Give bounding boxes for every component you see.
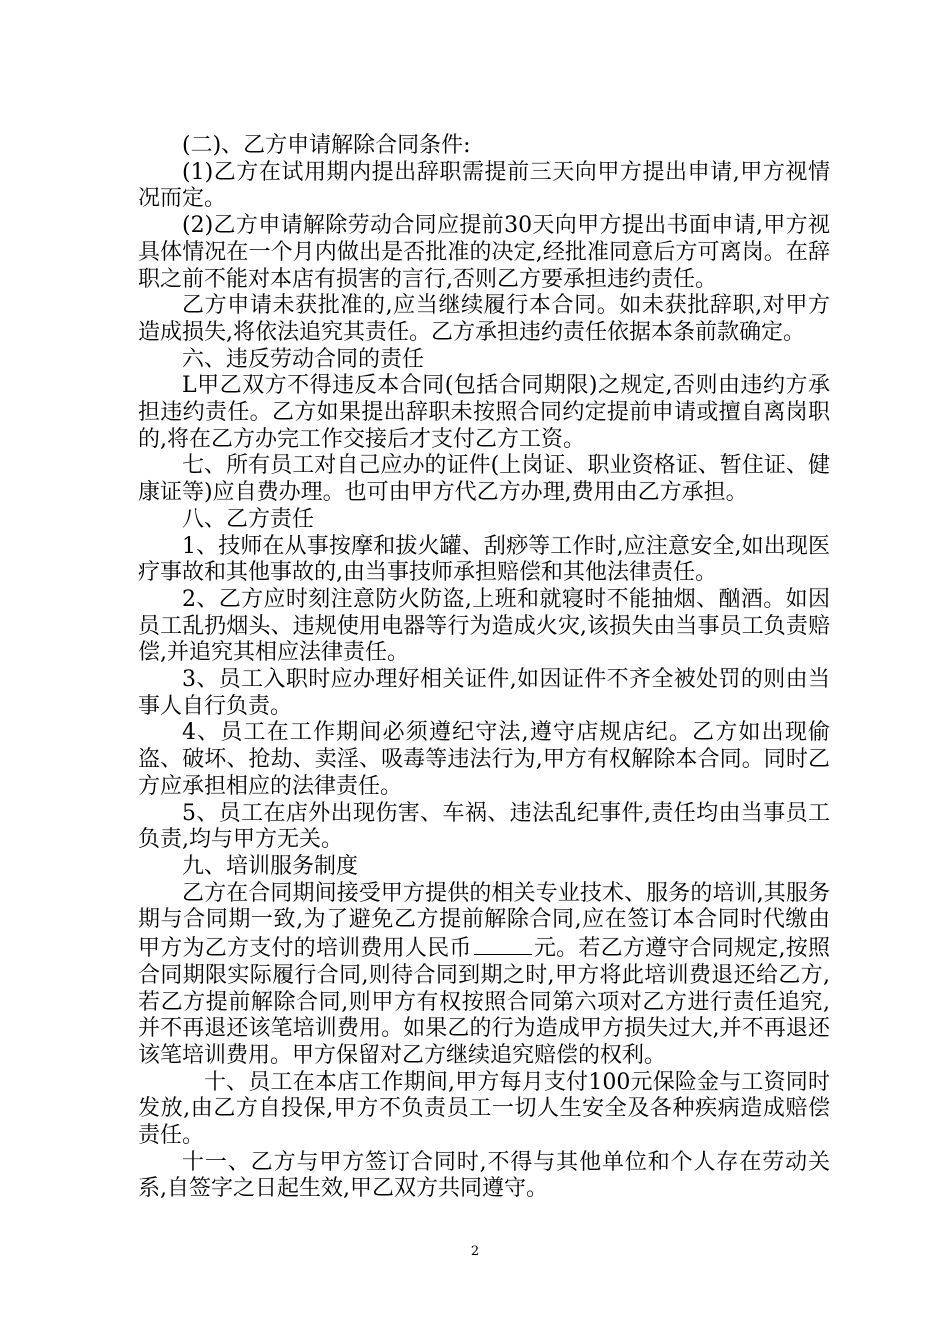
paragraph-breach-rules: L甲乙双方不得违反本合同(包括合同期限)之规定,否则由违约方承担违约责任。乙方如果提出辞职未按照合同约定提前申请或擅自离岗职的,将在乙方办完工作交接后才支付乙方工资。 xyxy=(138,373,830,452)
paragraph-duty-3: 3、员工入职时应办理好相关证件,如因证件不齐全被处罚的则由当事人自行负责。 xyxy=(138,667,830,719)
paragraph-duty-1: 1、技师在从事按摩和拔火罐、刮痧等工作时,应注意安全,如出现医疗事故和其他事故的,由当事技师承担赔偿和其他法律责任。 xyxy=(138,533,830,586)
page-number: 2 xyxy=(470,1244,480,1259)
heading-training-system: 九、培训服务制度 xyxy=(182,853,359,879)
paragraph-certificates: 七、所有员工对自己应办的证件(上岗证、职业资格证、暂住证、健康证等)应自费办理。也可由甲方代乙方办理,费用由乙方承担。 xyxy=(138,453,830,506)
paragraph-training-fee xyxy=(138,881,830,1070)
paragraph-unapproved-resignation: 乙方申请未获批准的,应当继续履行本合同。如未获批辞职,对甲方造成损失,将依法追究其责任。乙方承担违约责任依据本条前款确定。 xyxy=(138,293,830,345)
paragraph-exclusivity: 十一、乙方与甲方签订合同时,不得与其他单位和个人存在劳动关系,自签字之日起生效,甲乙双方共同遵守。 xyxy=(138,1149,830,1202)
paragraph-duty-4: 4、员工在工作期间必须遵纪守法,遵守店规店纪。乙方如出现偷盗、破坏、抢劫、卖淫、吸毒等违法行为,甲方有权解除本合同。同时乙方应承担相应的法律责任。 xyxy=(138,720,830,799)
fee-amount-blank xyxy=(474,934,532,955)
paragraph-insurance: 十、员工在本店工作期间,甲方每月支付100元保险金与工资同时发放,由乙方自投保,甲方不负责员工一切人生安全及各种疾病造成赔偿责任。 xyxy=(138,1069,830,1149)
heading-breach-liability: 六、违反劳动合同的责任 xyxy=(182,346,425,372)
training-text-after: 元。若乙方遵守合同规定,按照合同期限实际履行合同,则待合同到期之时,甲方将此培训费退还给乙方,若乙方提前解除合同,则甲方有权按照合同第六项对乙方进行责任追究,并不再退还该笔培训费用。如果乙的行为造成甲方损失过大,并不再退还该笔培训费用。甲方保留对乙方继续追究赔偿的权利。 xyxy=(138,936,830,1068)
training-text-before: 乙方在合同期间接受甲方提供的相关专业技术、服务的培训,其服务期与合同期一致,为了避免乙方提前解除合同,应在签订本合同时代缴由甲方为乙方支付的培训费用人民币 xyxy=(138,880,830,962)
paragraph-duty-5: 5、员工在店外出现伤害、车祸、违法乱纪事件,责任均由当事员工负责,均与甲方无关。 xyxy=(138,800,830,853)
paragraph-30-day-notice: (2)乙方申请解除劳动合同应提前30天向甲方提出书面申请,甲方视具体情况在一个月内做出是否批准的决定,经批准同意后方可离岗。在辞职之前不能对本店有损害的言行,否则乙方要承担违约责任。 xyxy=(138,213,830,292)
paragraph-duty-2: 2、乙方应时刻注意防火防盗,上班和就寝时不能抽烟、酗酒。如因员工乱扔烟头、违规使用电器等行为造成火灾,该损失由当事员工负责赔偿,并追究其相应法律责任。 xyxy=(138,586,830,666)
paragraph-probation-resignation: (1)乙方在试用期内提出辞职需提前三天向甲方提出申请,甲方视情况而定。 xyxy=(138,159,830,212)
paragraph-termination-conditions: (二)、乙方申请解除合同条件: xyxy=(182,133,471,158)
document-body xyxy=(138,133,830,1203)
heading-party-b-duties: 八、乙方责任 xyxy=(182,506,315,532)
